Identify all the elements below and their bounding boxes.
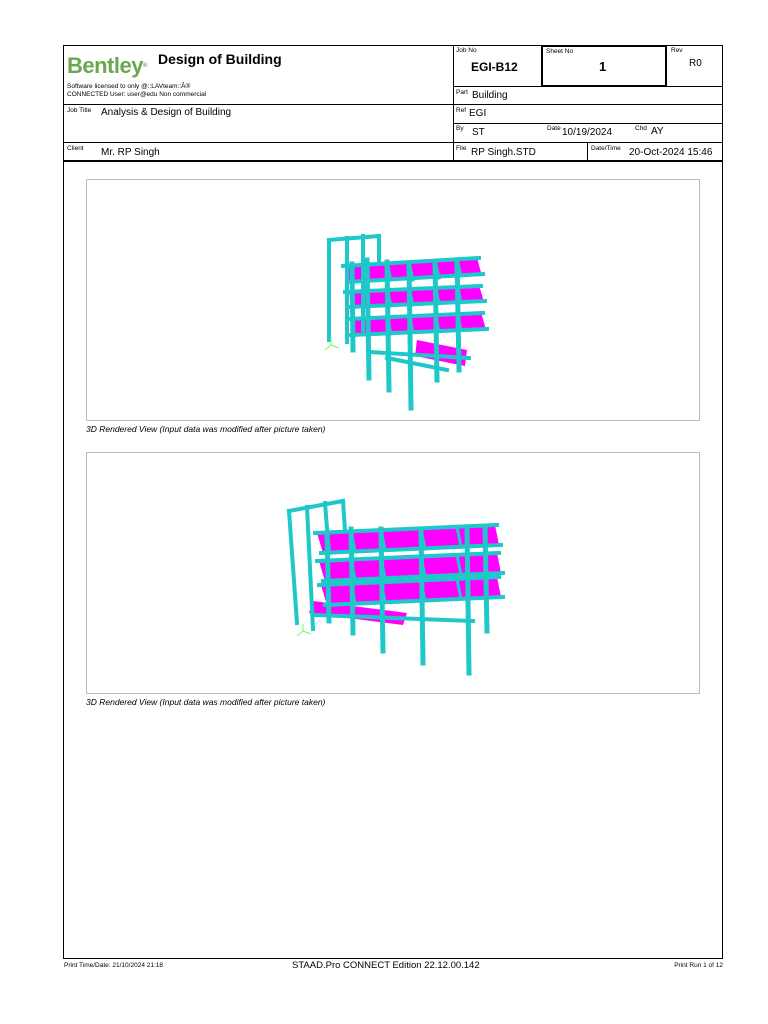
rev-value: R0 xyxy=(689,58,702,69)
logo-text: Bentley xyxy=(67,53,143,78)
job-title-label: Job Title xyxy=(67,107,92,114)
job-title-value: Analysis & Design of Building xyxy=(101,107,232,118)
date-label: Date xyxy=(547,125,561,132)
date-value: 10/19/2024 xyxy=(562,127,613,138)
part-label: Part xyxy=(456,89,468,96)
axis-triad xyxy=(297,624,311,636)
bentley-logo: Bentley® xyxy=(67,53,147,78)
file-label: File xyxy=(456,145,467,152)
rule-thick xyxy=(63,160,723,162)
rev-label: Rev xyxy=(671,47,683,54)
figure-caption-1: 3D Rendered View (Input data was modified after picture taken) xyxy=(86,424,326,434)
rule xyxy=(453,104,723,105)
print-run: Print Run 1 of 12 xyxy=(674,962,723,969)
structure-render-1 xyxy=(87,180,699,420)
part-value: Building xyxy=(472,90,508,101)
file-value: RP Singh.STD xyxy=(471,147,536,158)
sheet-no-label: Sheet No xyxy=(546,48,574,55)
rule xyxy=(63,104,453,105)
figure-3d-view-2 xyxy=(86,452,700,694)
doc-title: Design of Building xyxy=(158,51,282,67)
report-header xyxy=(63,45,723,162)
license-line-1: Software licensed to only @::LAVteam::Â® xyxy=(67,83,191,90)
client-label: Client xyxy=(67,145,84,152)
license-line-2: CONNECTED User: user@edu Non commercial xyxy=(67,91,207,98)
figure-3d-view-1 xyxy=(86,179,700,421)
chd-value: AY xyxy=(651,126,664,137)
by-label: By xyxy=(456,125,464,132)
rule xyxy=(63,142,723,143)
job-no-value: EGI-B12 xyxy=(471,60,518,74)
figure-caption-2: 3D Rendered View (Input data was modified after picture taken) xyxy=(86,697,326,707)
datetime-label: Date/Time xyxy=(591,145,621,152)
software-edition: STAAD.Pro CONNECT Edition 22.12.00.142 xyxy=(292,960,480,971)
print-time: Print Time/Date: 21/10/2024 21:18 xyxy=(64,962,164,969)
structure-render-2 xyxy=(87,453,699,693)
chd-label: Chd xyxy=(635,125,647,132)
ref-label: Ref xyxy=(456,107,467,114)
client-value: Mr. RP Singh xyxy=(101,147,160,158)
rule xyxy=(587,142,588,162)
ref-value: EGI xyxy=(469,108,487,119)
rule xyxy=(453,45,454,162)
by-value: ST xyxy=(472,127,485,138)
sheet-no-value: 1 xyxy=(599,59,607,74)
rule xyxy=(453,123,723,124)
datetime-value: 20-Oct-2024 15:46 xyxy=(629,147,713,158)
job-no-label: Job No xyxy=(456,47,477,54)
